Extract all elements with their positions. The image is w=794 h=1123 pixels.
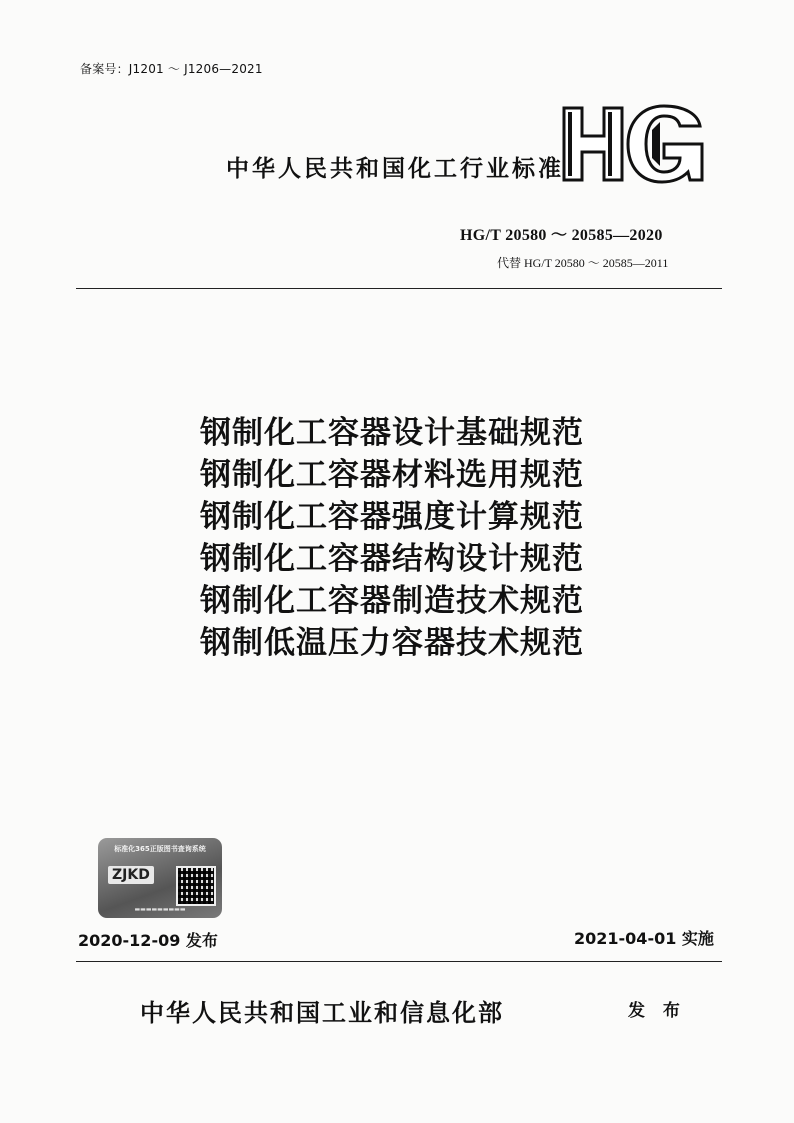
record-number: 备案号：J1201 ～ J1206—2021 [80, 62, 263, 76]
title-line: 钢制化工容器制造技术规范 [200, 583, 584, 619]
title-line: 钢制化工容器材料选用规范 [200, 457, 584, 493]
document-titles [200, 412, 620, 664]
title-line: 钢制低温压力容器技术规范 [200, 625, 584, 661]
label-bottom-strip: ▬▬▬▬▬▬▬▬▬ [134, 906, 186, 913]
issue-verb: 发 布 [628, 1001, 686, 1021]
standard-number: HG/T 20580 ～ 20585—2020 [460, 227, 663, 244]
title-line: 钢制化工容器结构设计规范 [200, 541, 584, 577]
hg-logo-icon [560, 104, 706, 184]
header-divider [76, 288, 722, 289]
replaces-standard: 代替 HG/T 20580 ～ 20585—2011 [497, 256, 669, 270]
implementation-date: 2021-04-01 实施 [574, 929, 714, 948]
footer-divider [76, 961, 722, 962]
qr-code-icon [176, 866, 216, 906]
label-brand: ZJKD [108, 866, 154, 884]
title-line: 钢制化工容器设计基础规范 [200, 415, 584, 451]
label-top-text: 标准化365正版图书查询系统 [114, 845, 206, 853]
title-line: 钢制化工容器强度计算规范 [200, 499, 584, 535]
standard-category-title: 中华人民共和国化工行业标准 [226, 156, 564, 182]
issue-date: 2020-12-09 发布 [78, 931, 218, 950]
issuing-authority: 中华人民共和国工业和信息化部 [140, 999, 504, 1027]
anti-counterfeit-label [98, 838, 222, 918]
